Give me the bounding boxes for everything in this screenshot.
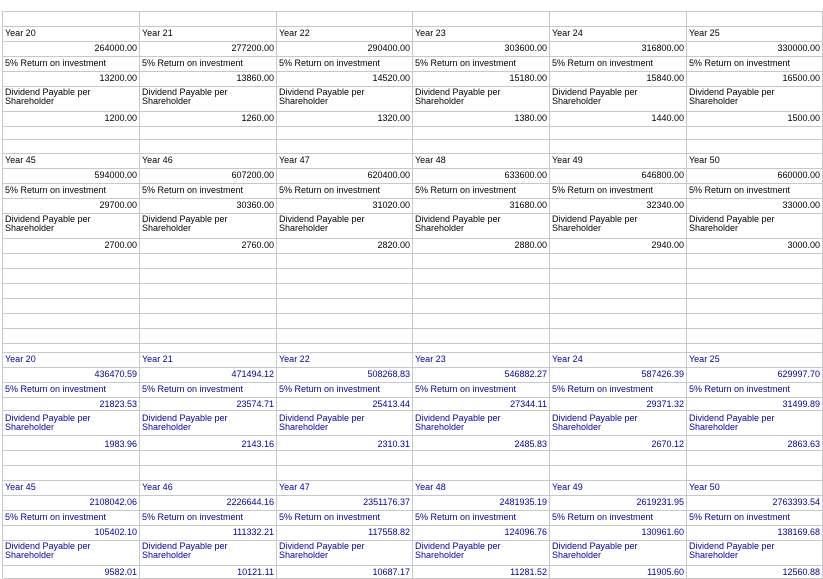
dividend-value-cell[interactable]: 2820.00 [377,241,410,250]
year-cell[interactable]: Year 49 [552,156,583,165]
dividend-value-cell[interactable]: 2485.83 [514,440,547,449]
row-gridline [3,86,823,87]
dividend-label-cell[interactable]: Dividend Payable per Shareholder [279,542,365,560]
dividend-label-cell[interactable]: Dividend Payable per Shareholder [552,215,638,233]
return-value-cell[interactable]: 25413.44 [372,400,410,409]
dividend-label-cell[interactable]: Dividend Payable per Shareholder [5,542,91,560]
row-gridline [3,213,823,214]
return-label-cell[interactable]: 5% Return on investment [415,186,517,195]
return-value-cell[interactable]: 130961.60 [641,528,684,537]
dividend-label-cell[interactable]: Dividend Payable per Shareholder [279,88,365,106]
row-gridline [3,111,823,112]
value-cell[interactable]: 508268.83 [367,370,410,379]
year-cell[interactable]: Year 50 [689,483,720,492]
dividend-label-cell[interactable]: Dividend Payable per Shareholder [279,414,365,432]
dividend-label-cell[interactable]: Dividend Payable per Shareholder [689,88,775,106]
year-cell[interactable]: Year 50 [689,156,720,165]
return-value-cell[interactable]: 13860.00 [236,74,274,83]
dividend-value-cell[interactable]: 2863.63 [787,440,820,449]
year-cell[interactable]: Year 23 [415,355,446,364]
dividend-label-cell[interactable]: Dividend Payable per Shareholder [142,542,228,560]
row-gridline [3,352,823,353]
return-value-cell[interactable]: 31020.00 [372,201,410,210]
return-value-cell[interactable]: 15840.00 [646,74,684,83]
row-gridline [3,283,823,284]
year-cell[interactable]: Year 24 [552,355,583,364]
return-value-cell[interactable]: 29371.32 [646,400,684,409]
value-cell[interactable]: 471494.12 [231,370,274,379]
return-label-cell[interactable]: 5% Return on investment [552,186,654,195]
dividend-value-cell[interactable]: 3000.00 [787,241,820,250]
dividend-label-cell[interactable]: Dividend Payable per Shareholder [142,215,228,233]
dividend-value-cell[interactable]: 9582.01 [104,568,137,577]
row-gridline [3,525,823,526]
value-cell[interactable]: 436470.59 [94,370,137,379]
dividend-label-cell[interactable]: Dividend Payable per Shareholder [689,542,775,560]
row-gridline [3,328,823,329]
dividend-label-cell[interactable]: Dividend Payable per Shareholder [279,215,365,233]
value-cell[interactable]: 2619231.95 [636,498,684,507]
row-gridline [3,382,823,383]
value-cell[interactable]: 330000.00 [777,44,820,53]
return-label-cell[interactable]: 5% Return on investment [415,385,517,394]
dividend-label-cell[interactable]: Dividend Payable per Shareholder [415,414,501,432]
dividend-value-cell[interactable]: 2940.00 [651,241,684,250]
row-gridline [3,56,823,57]
return-label-cell[interactable]: 5% Return on investment [689,513,791,522]
return-value-cell[interactable]: 30360.00 [236,201,274,210]
dividend-value-cell[interactable]: 2670.12 [651,440,684,449]
dividend-value-cell[interactable]: 10687.17 [372,568,410,577]
row-gridline [3,397,823,398]
return-value-cell[interactable]: 31499.89 [782,400,820,409]
return-label-cell[interactable]: 5% Return on investment [689,186,791,195]
return-label-cell[interactable]: 5% Return on investment [279,513,381,522]
row-gridline [3,198,823,199]
return-label-cell[interactable]: 5% Return on investment [689,59,791,68]
value-cell[interactable]: 546882.27 [504,370,547,379]
value-cell[interactable]: 2351176.37 [363,498,410,507]
return-label-cell[interactable]: 5% Return on investment [279,59,381,68]
dividend-label-cell[interactable]: Dividend Payable per Shareholder [5,414,91,432]
row-gridline [3,153,823,154]
dividend-value-cell[interactable]: 11905.60 [647,568,684,577]
dividend-label-cell[interactable]: Dividend Payable per Shareholder [5,88,91,106]
value-cell[interactable]: 2108042.06 [89,498,137,507]
return-label-cell[interactable]: 5% Return on investment [689,385,791,394]
dividend-value-cell[interactable]: 1983.96 [104,440,137,449]
dividend-value-cell[interactable]: 1320.00 [377,114,410,123]
row-gridline [3,495,823,496]
year-cell[interactable]: Year 24 [552,29,583,38]
return-label-cell[interactable]: 5% Return on investment [5,186,107,195]
value-cell[interactable]: 290400.00 [367,44,410,53]
return-label-cell[interactable]: 5% Return on investment [5,385,107,394]
year-cell[interactable]: Year 22 [279,29,310,38]
row-gridline [3,11,823,12]
dividend-label-cell[interactable]: Dividend Payable per Shareholder [552,414,638,432]
return-value-cell[interactable]: 31680.00 [509,201,547,210]
dividend-value-cell[interactable]: 1440.00 [651,114,684,123]
row-gridline [3,268,823,269]
return-label-cell[interactable]: 5% Return on investment [142,59,244,68]
row-gridline [3,435,823,436]
return-label-cell[interactable]: 5% Return on investment [552,385,654,394]
dividend-value-cell[interactable]: 12560.88 [782,568,820,577]
dividend-label-cell[interactable]: Dividend Payable per Shareholder [552,88,638,106]
return-label-cell[interactable]: 5% Return on investment [142,513,244,522]
return-value-cell[interactable]: 29700.00 [99,201,137,210]
return-label-cell[interactable]: 5% Return on investment [415,513,517,522]
year-cell[interactable]: Year 45 [5,156,36,165]
dividend-value-cell[interactable]: 2760.00 [241,241,274,250]
spreadsheet-grid[interactable] [3,0,823,578]
dividend-label-cell[interactable]: Dividend Payable per Shareholder [552,542,638,560]
value-cell[interactable]: 607200.00 [231,171,274,180]
dividend-label-cell[interactable]: Dividend Payable per Shareholder [415,88,501,106]
row-gridline [3,41,823,42]
dividend-value-cell[interactable]: 1200.00 [104,114,137,123]
row-gridline [3,540,823,541]
dividend-value-cell[interactable]: 2700.00 [104,241,137,250]
year-cell[interactable]: Year 47 [279,156,310,165]
value-cell[interactable]: 277200.00 [231,44,274,53]
return-label-cell[interactable]: 5% Return on investment [552,513,654,522]
row-gridline [3,565,823,566]
dividend-value-cell[interactable]: 2143.16 [241,440,274,449]
year-cell[interactable]: Year 48 [415,156,446,165]
value-cell[interactable]: 646800.00 [641,171,684,180]
return-label-cell[interactable]: 5% Return on investment [279,385,381,394]
year-cell[interactable]: Year 20 [5,355,36,364]
value-cell[interactable]: 633600.00 [504,171,547,180]
value-cell[interactable]: 2226644.16 [226,498,274,507]
year-cell[interactable]: Year 46 [142,156,173,165]
value-cell[interactable]: 629997.70 [777,370,820,379]
dividend-value-cell[interactable]: 2880.00 [514,241,547,250]
year-cell[interactable]: Year 21 [142,29,173,38]
row-gridline [3,298,823,299]
dividend-label-cell[interactable]: Dividend Payable per Shareholder [689,215,775,233]
return-label-cell[interactable]: 5% Return on investment [142,186,244,195]
year-cell[interactable]: Year 22 [279,355,310,364]
value-cell[interactable]: 620400.00 [367,171,410,180]
value-cell[interactable]: 316800.00 [641,44,684,53]
year-cell[interactable]: Year 49 [552,483,583,492]
row-gridline [3,450,823,451]
row-gridline [3,410,823,411]
year-cell[interactable]: Year 23 [415,29,446,38]
row-gridline [3,480,823,481]
value-cell[interactable]: 2763393.54 [772,498,820,507]
return-label-cell[interactable]: 5% Return on investment [142,385,244,394]
year-cell[interactable]: Year 25 [689,29,720,38]
dividend-label-cell[interactable]: Dividend Payable per Shareholder [142,88,228,106]
year-cell[interactable]: Year 25 [689,355,720,364]
row-gridline [3,238,823,239]
row-gridline [3,313,823,314]
value-cell[interactable]: 594000.00 [94,171,137,180]
return-value-cell[interactable]: 33000.00 [782,201,820,210]
return-value-cell[interactable]: 21823.53 [99,400,137,409]
row-gridline [3,26,823,27]
value-cell[interactable]: 303600.00 [504,44,547,53]
row-gridline [3,126,823,127]
return-value-cell[interactable]: 124096.76 [504,528,547,537]
row-gridline [3,71,823,72]
return-label-cell[interactable]: 5% Return on investment [5,513,107,522]
return-value-cell[interactable]: 117558.82 [368,528,410,537]
return-value-cell[interactable]: 32340.00 [646,201,684,210]
row-gridline [3,253,823,254]
value-cell[interactable]: 2481935.19 [499,498,547,507]
row-gridline [3,510,823,511]
value-cell[interactable]: 264000.00 [94,44,137,53]
return-label-cell[interactable]: 5% Return on investment [5,59,107,68]
year-cell[interactable]: Year 21 [142,355,173,364]
year-cell[interactable]: Year 46 [142,483,173,492]
dividend-value-cell[interactable]: 1260.00 [241,114,274,123]
return-value-cell[interactable]: 138169.68 [777,528,820,537]
return-label-cell[interactable]: 5% Return on investment [552,59,654,68]
return-value-cell[interactable]: 15180.00 [509,74,547,83]
dividend-value-cell[interactable]: 2310.31 [377,440,410,449]
year-cell[interactable]: Year 47 [279,483,310,492]
row-gridline [3,465,823,466]
dividend-label-cell[interactable]: Dividend Payable per Shareholder [415,542,501,560]
dividend-label-cell[interactable]: Dividend Payable per Shareholder [5,215,91,233]
row-gridline [3,367,823,368]
return-value-cell[interactable]: 105402.10 [94,528,137,537]
return-label-cell[interactable]: 5% Return on investment [279,186,381,195]
dividend-value-cell[interactable]: 11281.52 [510,568,547,577]
year-cell[interactable]: Year 48 [415,483,446,492]
row-gridline [3,139,823,140]
return-value-cell[interactable]: 14520.00 [372,74,410,83]
return-value-cell[interactable]: 27344.11 [510,400,547,409]
dividend-value-cell[interactable]: 1500.00 [787,114,820,123]
dividend-label-cell[interactable]: Dividend Payable per Shareholder [142,414,228,432]
year-cell[interactable]: Year 20 [5,29,36,38]
row-gridline [3,343,823,344]
dividend-value-cell[interactable]: 1380.00 [514,114,547,123]
return-label-cell[interactable]: 5% Return on investment [415,59,517,68]
return-value-cell[interactable]: 111332.21 [232,528,274,537]
dividend-label-cell[interactable]: Dividend Payable per Shareholder [689,414,775,432]
value-cell[interactable]: 660000.00 [777,171,820,180]
return-value-cell[interactable]: 16500.00 [782,74,820,83]
dividend-label-cell[interactable]: Dividend Payable per Shareholder [415,215,501,233]
row-gridline [3,168,823,169]
return-value-cell[interactable]: 13200.00 [99,74,137,83]
dividend-value-cell[interactable]: 10121.11 [237,568,274,577]
row-gridline [3,183,823,184]
value-cell[interactable]: 587426.39 [641,370,684,379]
return-value-cell[interactable]: 23574.71 [236,400,274,409]
year-cell[interactable]: Year 45 [5,483,36,492]
